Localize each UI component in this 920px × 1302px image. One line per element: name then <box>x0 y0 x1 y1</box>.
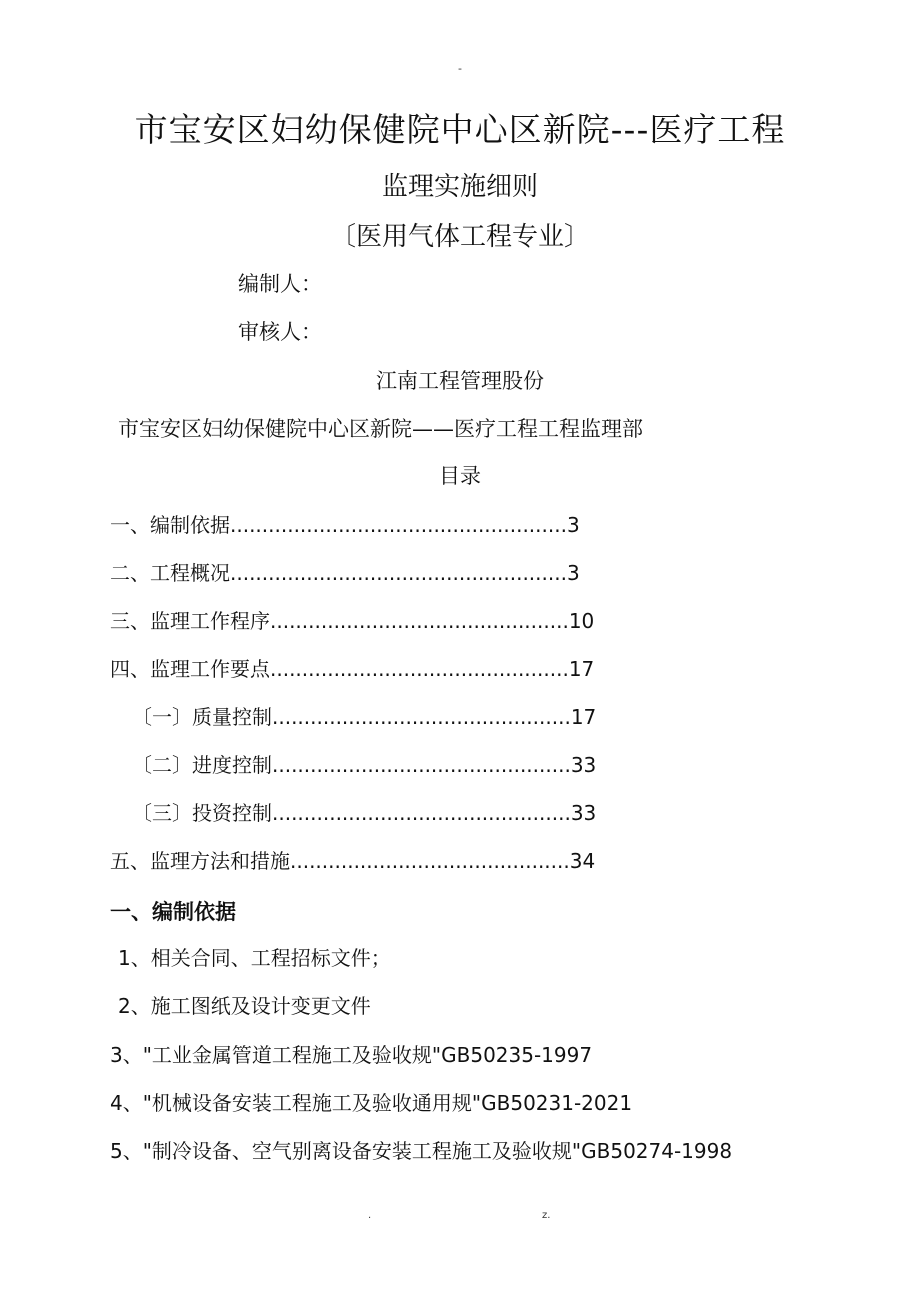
section-heading: 一、编制依据 <box>110 900 236 924</box>
toc-entry-label: 二、工程概况 <box>110 561 230 585</box>
toc-entry-leader: ............................................ <box>290 849 570 873</box>
toc-entry-page: 34 <box>569 849 596 873</box>
document-subtitle: 监理实施细则 <box>381 172 538 202</box>
toc-entry-page: 33 <box>570 753 597 777</box>
toc-entry[interactable] <box>132 749 596 778</box>
toc-entry-leader: ............................................... <box>272 801 571 825</box>
toc-entry-page: 3 <box>566 513 580 537</box>
toc-entry-leader: ............................................... <box>272 705 571 729</box>
toc-entry-label: 〔二〕进度控制 <box>132 753 272 777</box>
reviewer-label: 审核人： <box>238 320 322 344</box>
reference-item: 1、相关合同、工程招标文件； <box>118 946 391 970</box>
toc-entry-leader: ............................................... <box>272 753 571 777</box>
toc-entry-leader: ..................................................... <box>230 561 567 585</box>
footer-left-mark: . <box>368 1210 372 1221</box>
toc-entry-leader: ............................................... <box>270 609 569 633</box>
toc-entry[interactable] <box>132 797 596 826</box>
toc-entry-label: 三、监理工作程序 <box>110 609 270 633</box>
toc-entry[interactable] <box>110 605 594 634</box>
reference-item: 3、"工业金属管道工程施工及验收规"GB50235-1997 <box>110 1043 593 1067</box>
toc-entry-label: 一、编制依据 <box>110 513 230 537</box>
author-label: 编制人： <box>238 272 322 296</box>
document-specialty: 〔医用气体工程专业〕 <box>329 222 590 252</box>
document-title: 市宝安区妇幼保健院中心区新院---医疗工程 <box>134 110 786 149</box>
reference-item: 4、"机械设备安装工程施工及验收通用规"GB50231-2021 <box>110 1091 633 1115</box>
department-name: 市宝安区妇幼保健院中心区新院——医疗工程工程监理部 <box>118 417 643 441</box>
reference-item: 2、施工图纸及设计变更文件 <box>118 994 371 1018</box>
reference-item: 5、"制冷设备、空气别离设备安装工程施工及验收规"GB50274-1998 <box>110 1139 733 1163</box>
footer-right-mark: z. <box>542 1210 551 1221</box>
header-mark: - <box>458 62 462 75</box>
toc-entry-label: 五、监理方法和措施 <box>110 849 290 873</box>
toc-entry[interactable] <box>110 557 580 586</box>
toc-entry-label: 〔一〕质量控制 <box>132 705 272 729</box>
toc-entry-page: 17 <box>568 657 595 681</box>
toc-entry-page: 33 <box>570 801 597 825</box>
toc-entry-page: 10 <box>568 609 595 633</box>
toc-entry-label: 〔三〕投资控制 <box>132 801 272 825</box>
toc-entry-page: 17 <box>570 705 597 729</box>
toc-entry-label: 四、监理工作要点 <box>110 657 270 681</box>
company-name: 江南工程管理股份 <box>376 369 544 393</box>
toc-entry-page: 3 <box>566 561 580 585</box>
toc-entry-leader: ..................................................... <box>230 513 567 537</box>
toc-entry[interactable] <box>110 653 594 682</box>
toc-entry-leader: ............................................... <box>270 657 569 681</box>
toc-entry[interactable] <box>132 701 596 730</box>
toc-entry[interactable] <box>110 845 595 874</box>
toc-title: 目录 <box>439 464 481 488</box>
toc-entry[interactable] <box>110 509 580 538</box>
